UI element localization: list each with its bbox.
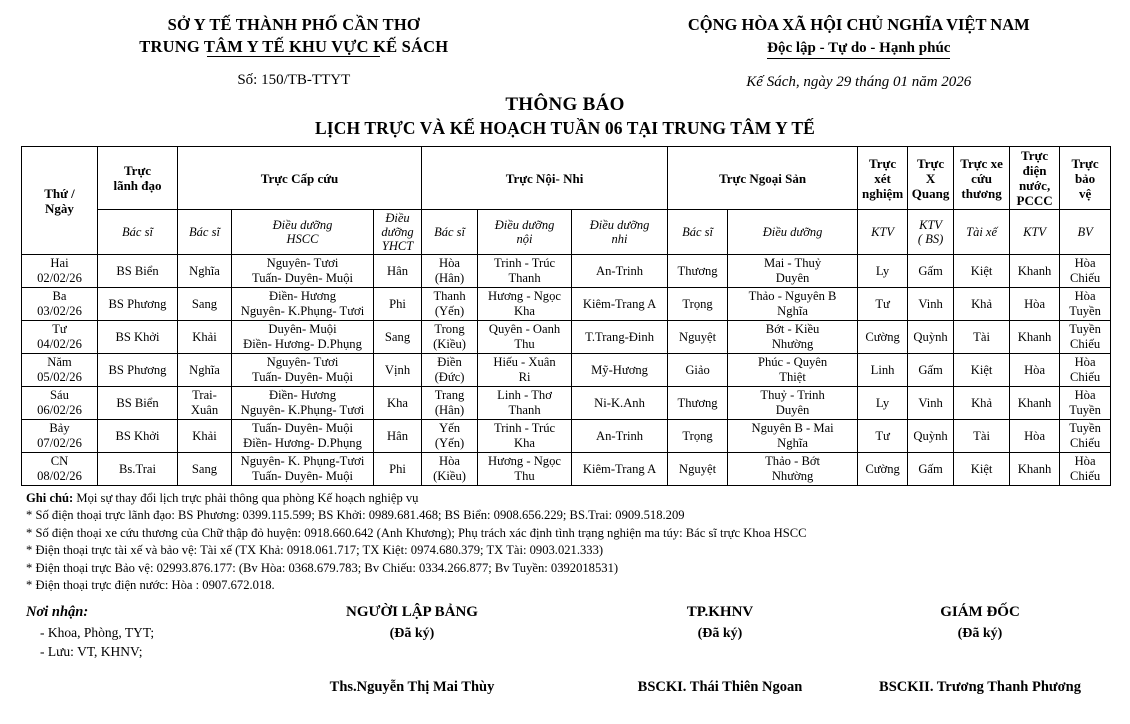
cell-r5-c8: Nguyên B - Mai Nghĩa bbox=[728, 420, 858, 453]
cell-r5-c3: Hân bbox=[374, 420, 422, 453]
cell-r2-c12: Khanh bbox=[1010, 321, 1060, 354]
cell-r3-c10: Gấm bbox=[908, 354, 954, 387]
cell-r3-c1: Nghĩa bbox=[178, 354, 232, 387]
cell-r0-c4: Hòa (Hân) bbox=[422, 255, 478, 288]
title-block bbox=[0, 93, 1130, 140]
note-line-0 bbox=[26, 490, 1130, 507]
cell-day-date bbox=[22, 255, 98, 288]
cell-r5-c6: An-Trinh bbox=[572, 420, 668, 453]
cell-r6-c8: Thảo - Bớt Nhường bbox=[728, 453, 858, 486]
cell-r0-c9: Ly bbox=[858, 255, 908, 288]
cell-day-date bbox=[22, 354, 98, 387]
cell-r4-c6: Ni-K.Anh bbox=[572, 387, 668, 420]
cell-r5-c2: Tuấn- Duyên- Muội Điền- Hương- D.Phụng bbox=[232, 420, 374, 453]
th-group-utilities-fire: Trực điện nước, PCCC bbox=[1010, 147, 1060, 210]
center-name: TRUNG TÂM Y TẾ KHU VỰC KẾ SÁCH bbox=[139, 37, 449, 56]
table-row bbox=[22, 255, 1111, 288]
cell-r1-c3: Phi bbox=[374, 288, 422, 321]
th-group-emergency: Trực Cấp cứu bbox=[178, 147, 422, 210]
cell-r4-c11: Khả bbox=[954, 387, 1010, 420]
recipients-title: Nơi nhận: bbox=[26, 604, 89, 621]
day-name: Tư bbox=[52, 322, 67, 336]
th-sub-9: KTV bbox=[858, 210, 908, 255]
day-date: 04/02/26 bbox=[37, 337, 82, 351]
cell-r6-c12: Khanh bbox=[1010, 453, 1060, 486]
notes-first-text: Mọi sự thay đổi lịch trực phải thông qua phòng Kế hoạch nghiệp vụ bbox=[73, 491, 419, 505]
document-number: Số: 150/TB-TTYT bbox=[237, 72, 351, 88]
th-group-security: Trực bảo vệ bbox=[1060, 147, 1111, 210]
cell-r3-c6: Mỹ-Hương bbox=[572, 354, 668, 387]
table-row bbox=[22, 387, 1111, 420]
cell-r4-c5: Linh - Thơ Thanh bbox=[478, 387, 572, 420]
cell-r4-c7: Thương bbox=[668, 387, 728, 420]
day-date: 05/02/26 bbox=[37, 370, 82, 384]
cell-r0-c8: Mai - Thuỷ Duyên bbox=[728, 255, 858, 288]
cell-r1-c6: Kiêm-Trang A bbox=[572, 288, 668, 321]
th-sub-7: Bác sĩ bbox=[668, 210, 728, 255]
th-sub-10: KTV ( BS) bbox=[908, 210, 954, 255]
signer-title: TP.KHNV bbox=[686, 604, 754, 621]
note-line-1: * Số điện thoại trực lãnh đạo: BS Phương: 0399.115.599; BS Khởi: 0989.681.468; BS Biển: 0908.656.229; BS.Trai: 0909.518.209 bbox=[26, 508, 685, 523]
table-row bbox=[22, 288, 1111, 321]
cell-r0-c10: Gấm bbox=[908, 255, 954, 288]
day-name: Bảy bbox=[49, 421, 70, 435]
header-right bbox=[588, 14, 1130, 91]
duty-schedule-table bbox=[21, 146, 1111, 486]
cell-r6-c9: Cường bbox=[858, 453, 908, 486]
cell-day-date bbox=[22, 288, 98, 321]
th-sub-8: Điều dưỡng bbox=[728, 210, 858, 255]
cell-r3-c3: Vịnh bbox=[374, 354, 422, 387]
document-header bbox=[0, 0, 1130, 91]
signer-name: BSCKI. Thái Thiên Ngoan bbox=[637, 679, 803, 696]
signer-title: NGƯỜI LẬP BẢNG bbox=[346, 604, 478, 621]
cell-r4-c8: Thuỷ - Trinh Duyên bbox=[728, 387, 858, 420]
cell-r2-c1: Khải bbox=[178, 321, 232, 354]
th-sub-0: Bác sĩ bbox=[98, 210, 178, 255]
cell-r6-c0: Bs.Trai bbox=[98, 453, 178, 486]
cell-day-date bbox=[22, 420, 98, 453]
day-name: Năm bbox=[47, 355, 72, 369]
cell-r1-c12: Hòa bbox=[1010, 288, 1060, 321]
cell-r1-c13: Hòa Tuyền bbox=[1060, 288, 1111, 321]
table-body bbox=[22, 255, 1111, 486]
notes-block bbox=[0, 486, 1130, 594]
day-date: 02/02/26 bbox=[37, 271, 82, 285]
cell-r4-c0: BS Biển bbox=[98, 387, 178, 420]
cell-r0-c2: Nguyên- Tươi Tuấn- Duyên- Muội bbox=[232, 255, 374, 288]
cell-day-date bbox=[22, 321, 98, 354]
table-row bbox=[22, 420, 1111, 453]
note-line-5: * Điện thoại trực điện nước: Hòa : 0907.672.018. bbox=[26, 578, 275, 593]
cell-r4-c10: Vinh bbox=[908, 387, 954, 420]
cell-r1-c8: Thảo - Nguyên B Nghĩa bbox=[728, 288, 858, 321]
cell-r6-c2: Nguyên- K. Phụng-Tươi Tuấn- Duyên- Muội bbox=[232, 453, 374, 486]
header-row-groups bbox=[22, 147, 1111, 210]
cell-r3-c8: Phúc - Quyên Thiệt bbox=[728, 354, 858, 387]
cell-r4-c9: Ly bbox=[858, 387, 908, 420]
day-name: CN bbox=[50, 454, 69, 468]
cell-r0-c1: Nghĩa bbox=[178, 255, 232, 288]
cell-r2-c3: Sang bbox=[374, 321, 422, 354]
corner-line1: Thứ / bbox=[44, 185, 75, 201]
table-head bbox=[22, 147, 1111, 255]
cell-r0-c5: Trinh - Trúc Thanh bbox=[478, 255, 572, 288]
cell-r5-c1: Khải bbox=[178, 420, 232, 453]
nation-title: CỘNG HÒA XÃ HỘI CHỦ NGHĨA VIỆT NAM bbox=[687, 15, 1030, 34]
th-sub-2: Điều dưỡng HSCC bbox=[232, 210, 374, 255]
cell-r5-c0: BS Khởi bbox=[98, 420, 178, 453]
cell-r2-c4: Trong (Kiều) bbox=[422, 321, 478, 354]
cell-r2-c0: BS Khởi bbox=[98, 321, 178, 354]
cell-r2-c11: Tài bbox=[954, 321, 1010, 354]
signer-signed-note: (Đã ký) bbox=[389, 626, 435, 642]
signer-signed-note: (Đã ký) bbox=[697, 626, 743, 642]
cell-day-date bbox=[22, 387, 98, 420]
th-sub-12: KTV bbox=[1010, 210, 1060, 255]
national-motto: Độc lập - Tự do - Hạnh phúc bbox=[767, 37, 950, 59]
cell-r0-c11: Kiệt bbox=[954, 255, 1010, 288]
cell-r4-c2: Điền- Hương Nguyên- K.Phụng- Tươi bbox=[232, 387, 374, 420]
cell-r5-c11: Tài bbox=[954, 420, 1010, 453]
cell-r6-c10: Gấm bbox=[908, 453, 954, 486]
header-row-sub bbox=[22, 210, 1111, 255]
cell-r6-c11: Kiệt bbox=[954, 453, 1010, 486]
cell-r4-c13: Hòa Tuyền bbox=[1060, 387, 1111, 420]
cell-r4-c4: Trang (Hân) bbox=[422, 387, 478, 420]
cell-r5-c4: Yến (Yến) bbox=[422, 420, 478, 453]
cell-r2-c9: Cường bbox=[858, 321, 908, 354]
cell-r3-c4: Điền (Đức) bbox=[422, 354, 478, 387]
day-name: Hai bbox=[50, 256, 69, 270]
cell-r3-c7: Giảo bbox=[668, 354, 728, 387]
th-sub-4: Bác sĩ bbox=[422, 210, 478, 255]
th-group-surgery-obstetrics: Trực Ngoại Sản bbox=[668, 147, 858, 210]
cell-r2-c13: Tuyền Chiếu bbox=[1060, 321, 1111, 354]
th-group-leadership: Trực lãnh đạo bbox=[98, 147, 178, 210]
cell-r5-c9: Tư bbox=[858, 420, 908, 453]
day-date: 07/02/26 bbox=[37, 436, 82, 450]
cell-r2-c10: Quỳnh bbox=[908, 321, 954, 354]
cell-r3-c5: Hiếu - Xuân Ri bbox=[478, 354, 572, 387]
th-sub-6: Điều dưỡng nhi bbox=[572, 210, 668, 255]
cell-r1-c0: BS Phương bbox=[98, 288, 178, 321]
cell-r6-c4: Hòa (Kiều) bbox=[422, 453, 478, 486]
cell-r0-c12: Khanh bbox=[1010, 255, 1060, 288]
notes-label: Ghi chú: bbox=[26, 491, 74, 505]
signature-block bbox=[0, 602, 1130, 712]
signer-director bbox=[840, 602, 1120, 697]
th-group-xray: Trực X Quang bbox=[908, 147, 954, 210]
cell-r2-c2: Duyên- Muội Điền- Hương- D.Phụng bbox=[232, 321, 374, 354]
table-row bbox=[22, 354, 1111, 387]
cell-r0-c3: Hân bbox=[374, 255, 422, 288]
cell-r0-c6: An-Trinh bbox=[572, 255, 668, 288]
cell-r3-c0: BS Phương bbox=[98, 354, 178, 387]
cell-r2-c5: Quyên - Oanh Thu bbox=[478, 321, 572, 354]
cell-r5-c13: Tuyền Chiếu bbox=[1060, 420, 1111, 453]
signer-khnv-head bbox=[600, 602, 840, 697]
cell-r6-c7: Nguyệt bbox=[668, 453, 728, 486]
cell-r5-c12: Hòa bbox=[1010, 420, 1060, 453]
cell-day-date bbox=[22, 453, 98, 486]
cell-r1-c5: Hương - Ngọc Kha bbox=[478, 288, 572, 321]
cell-r3-c12: Hòa bbox=[1010, 354, 1060, 387]
day-name: Ba bbox=[52, 289, 67, 303]
signer-title: GIÁM ĐỐC bbox=[940, 604, 1020, 621]
cell-r2-c6: T.Trang-Đinh bbox=[572, 321, 668, 354]
cell-r4-c3: Kha bbox=[374, 387, 422, 420]
signer-signed-note: (Đã ký) bbox=[957, 626, 1003, 642]
day-date: 06/02/26 bbox=[37, 403, 82, 417]
signer-name: Ths.Nguyễn Thị Mai Thùy bbox=[329, 679, 495, 696]
place-date: Kế Sách, ngày 29 tháng 01 năm 2026 bbox=[746, 74, 972, 90]
cell-r3-c11: Kiệt bbox=[954, 354, 1010, 387]
th-sub-3: Điều dưỡng YHCT bbox=[374, 210, 422, 255]
cell-r5-c5: Trinh - Trúc Kha bbox=[478, 420, 572, 453]
table-row bbox=[22, 453, 1111, 486]
cell-r2-c7: Nguyệt bbox=[668, 321, 728, 354]
note-line-2: * Số điện thoại xe cứu thương của Chữ thập đỏ huyện: 0918.660.642 (Anh Khương); Phụ trách xác định tình trạng nghiện ma túy: Bác sĩ trực Khoa HSCC bbox=[26, 525, 807, 540]
cell-r3-c9: Linh bbox=[858, 354, 908, 387]
recipient-item: - Khoa, Phòng, TYT; bbox=[40, 625, 155, 641]
th-sub-11: Tài xế bbox=[954, 210, 1010, 255]
cell-r6-c5: Hương - Ngọc Thu bbox=[478, 453, 572, 486]
page-subtitle: LỊCH TRỰC VÀ KẾ HOẠCH TUẦN 06 TẠI TRUNG TÂM Y TẾ bbox=[315, 118, 815, 138]
cell-r6-c1: Sang bbox=[178, 453, 232, 486]
th-group-ambulance: Trực xe cứu thương bbox=[954, 147, 1010, 210]
cell-r1-c1: Sang bbox=[178, 288, 232, 321]
day-date: 08/02/26 bbox=[37, 469, 82, 483]
cell-r0-c7: Thương bbox=[668, 255, 728, 288]
day-name: Sáu bbox=[50, 388, 69, 402]
cell-r5-c7: Trọng bbox=[668, 420, 728, 453]
header-left bbox=[0, 14, 588, 91]
department-name: SỞ Y TẾ THÀNH PHỐ CẦN THƠ bbox=[167, 15, 420, 34]
signer-name: BSCKII. Trương Thanh Phương bbox=[879, 679, 1081, 696]
note-line-3: * Điện thoại trực tài xế và bảo vệ: Tài xế (TX Khả: 0918.061.717; TX Kiệt: 0974.680.379; TX Tài: 0903.021.333) bbox=[26, 543, 604, 558]
th-sub-5: Điều dưỡng nội bbox=[478, 210, 572, 255]
table-row bbox=[22, 321, 1111, 354]
th-group-lab: Trực xét nghiệm bbox=[858, 147, 908, 210]
cell-r1-c11: Khả bbox=[954, 288, 1010, 321]
cell-r1-c2: Điền- Hương Nguyên- K.Phụng- Tươi bbox=[232, 288, 374, 321]
cell-r4-c12: Khanh bbox=[1010, 387, 1060, 420]
th-sub-1: Bác sĩ bbox=[178, 210, 232, 255]
cell-r1-c7: Trọng bbox=[668, 288, 728, 321]
cell-r6-c3: Phi bbox=[374, 453, 422, 486]
recipients-block bbox=[26, 602, 154, 661]
cell-r3-c2: Nguyên- Tươi Tuấn- Duyên- Muội bbox=[232, 354, 374, 387]
cell-r6-c6: Kiêm-Trang A bbox=[572, 453, 668, 486]
cell-r1-c4: Thanh (Yến) bbox=[422, 288, 478, 321]
signer-preparer bbox=[262, 602, 562, 697]
day-date: 03/02/26 bbox=[37, 304, 82, 318]
notes-list bbox=[26, 507, 1130, 594]
page-title: THÔNG BÁO bbox=[505, 94, 625, 115]
cell-r6-c13: Hòa Chiếu bbox=[1060, 453, 1111, 486]
th-group-internal-pediatrics: Trực Nội- Nhi bbox=[422, 147, 668, 210]
cell-r0-c0: BS Biển bbox=[98, 255, 178, 288]
th-day-corner bbox=[22, 147, 98, 255]
cell-r0-c13: Hòa Chiếu bbox=[1060, 255, 1111, 288]
cell-r1-c10: Vinh bbox=[908, 288, 954, 321]
recipient-item: - Lưu: VT, KHNV; bbox=[40, 644, 143, 660]
cell-r1-c9: Tư bbox=[858, 288, 908, 321]
note-line-4: * Điện thoại trực Bảo vệ: 02993.876.177: (Bv Hòa: 0368.679.783; Bv Chiếu: 0334.266.877; Bv Tuyền: 0392018531) bbox=[26, 560, 619, 575]
cell-r5-c10: Quỳnh bbox=[908, 420, 954, 453]
cell-r2-c8: Bớt - Kiều Nhường bbox=[728, 321, 858, 354]
schedule-table-wrap bbox=[0, 140, 1130, 486]
th-sub-13: BV bbox=[1060, 210, 1111, 255]
cell-r4-c1: Trai- Xuân bbox=[178, 387, 232, 420]
cell-r3-c13: Hòa Chiếu bbox=[1060, 354, 1111, 387]
corner-line2: Ngày bbox=[45, 200, 74, 216]
